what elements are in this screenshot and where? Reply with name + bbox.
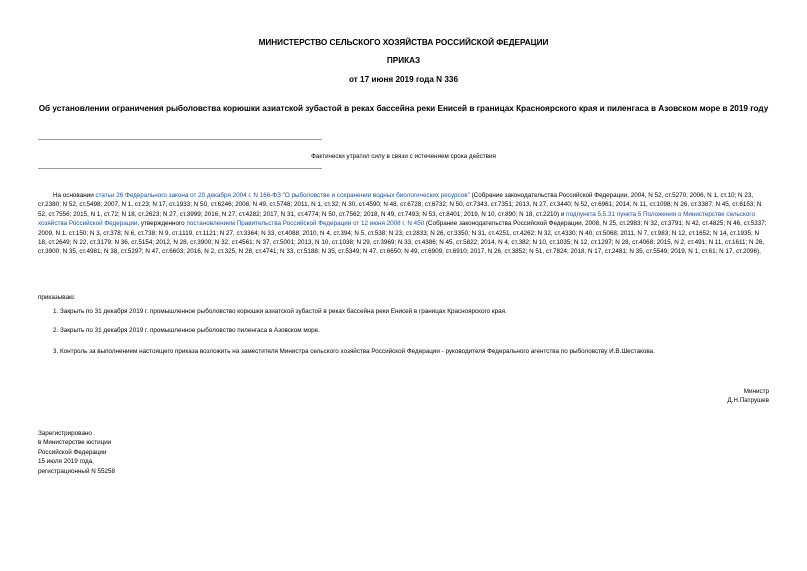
signature-block xyxy=(569,387,769,406)
order-item-3: 3. Контроль за выполнением настоящего приказа возложить на заместителя Министра сельского хозяйства Российской Федерации - руководителя Федерального агентства по рыболовству И.В.Шестакова. xyxy=(53,348,655,355)
signature-name: Д.Н.Патрушев xyxy=(727,397,769,405)
doc-type-heading: ПРИКАЗ xyxy=(386,56,421,65)
preamble-text-1: На основании xyxy=(53,192,96,199)
preamble-text-3: , утвержденного xyxy=(137,220,187,228)
registration-line-3: Российской Федерации xyxy=(38,448,107,456)
preamble xyxy=(38,191,768,257)
date-number-heading: от 17 июня 2019 года N 336 xyxy=(348,75,459,84)
law-article-link[interactable]: статьи 26 Федерального закона от 20 декабря 2004 г. N 166-ФЗ "О рыболовстве и сохранении водных биологических ресурсов" xyxy=(95,192,470,199)
registration-line-2: в Министерстве юстиции xyxy=(38,439,112,447)
registration-line-5: регистрационный N 55258 xyxy=(38,467,116,475)
ministry-heading: МИНИСТЕРСТВО СЕЛЬСКОГО ХОЗЯЙСТВА РОССИЙСКОЙ ФЕДЕРАЦИИ xyxy=(258,38,549,47)
regulation-clause-link[interactable]: подпункта 5.5.31 пункта 5 Положения о Министерстве сельского хозяйства Российской Федерации xyxy=(38,210,755,228)
registration-block xyxy=(38,429,338,476)
registration-line-4: 15 июля 2019 года, xyxy=(38,458,94,466)
order-word: приказываю: xyxy=(38,294,76,301)
preamble-text-4: (Собрание законодательства Российской Федерации, 2008, N 25, ст.2983; N 32, ст.3791; N 42, ст.4825; N 46, ст.5337; 2009, N 1, ст.150; N 3, ст.378; N 6, ст.738; N 9, ст.1119, ст.1121; N 27, ст.3364; N 33, ст.4088; 2010, N 4, ст.394; N 5, ст.538; N 23, ст.2833; N 26, ст.3350; N 31, ст.4251, ст.4262; N 32, ст.4330; N 40, ст.5068; 2011, N 7, ст.983; N 12, ст.1652; N 14, ст.1935; N 18, ст.2649; N 22, ст.3179; N 36, ст.5154; 2012, N 28, ст.3900; N 32, ст.4561; N 37, ст.5001; 2013, N 10, ст.1038; N 29, ст.3969; N 33, ст.4386; N 45, ст.5822; 2014, N 4, ст.382; N 10, ст.1035; N 12, ст.1297; N 28, ст.4068; 2015, N 2, ст.491; N 11, ст.1611; N 26, ст.3900; N 35, ст.4981; N 38, ст.5297; N 47, ст.6603; 2016, N 2, ст.325, N 28, ст.4741; N 33, ст.5188; N 35, ст.5349; N 47, ст.6650; N 49, ст.6909, ст.6910; 2017, N 26, ст.3852; N 51, ст.7824; 2018, N 17, ст.2481; N 35, ст.5549; 2019, N 1, ст.61; N 17, ст.2096), xyxy=(38,220,767,256)
government-decree-link[interactable]: постановлением Правительства Российской Федерации от 12 июня 2008 г. N 450 xyxy=(186,220,425,228)
document-title: Об установлении ограничения рыболовства корюшки азиатской зубастой в реках бассейна реки Енисей в границах Красноярского края и пиленгаса в Азовском море в 2019 году xyxy=(38,104,769,113)
signature-position: Министр xyxy=(743,388,769,395)
order-item-1: 1. Закрыть по 31 декабря 2019 г. промышленное рыболовство корюшки азиатской зубастой в реках бассейна реки Енисей в границах Красноярского края. xyxy=(53,308,507,315)
divider-bottom xyxy=(38,168,322,169)
divider-top xyxy=(38,139,322,140)
order-item-2: 2. Закрыть по 31 декабря 2019 г. промышленное рыболовство пиленгаса в Азовском море. xyxy=(53,327,320,334)
registration-line-1: Зарегистрировано xyxy=(38,430,92,437)
preamble-text-2: (Собрание законодательства Российской Федерации, 2004, N 52, ст.5270; 2006, N 1, ст.10; N 23, ст.2380; N 52, ст.5498; 2007, N 1, ст.23; N 17, ст.1933; N 50, ст.6246; 2008, N 49, ст.5748; 2011, N 1, ст.32; N 30, ст.4590; N 48, ст.6728; ст.6732; N 50, ст.7343, ст.7351; 2013, N 27, ст.3440; N 52, ст.6961; 2014, N 11, ст.1098; N 26, ст.3387; N 45, ст.6153; N 52, ст.7556; 2015, N 1, ст.72; N 18, ст.2623; N 27, ст.3999; 2016, N 27, ст.4282; 2017, N 31, ст.4774; N 50, ст.7562; 2018, N 49, ст.7493; N 53, ст.8401; 2019, N 10, ст.890; N 18, ст.2210) и xyxy=(38,192,762,218)
status-note: Фактически утратил силу в связи с истечением срока действия xyxy=(311,153,496,160)
